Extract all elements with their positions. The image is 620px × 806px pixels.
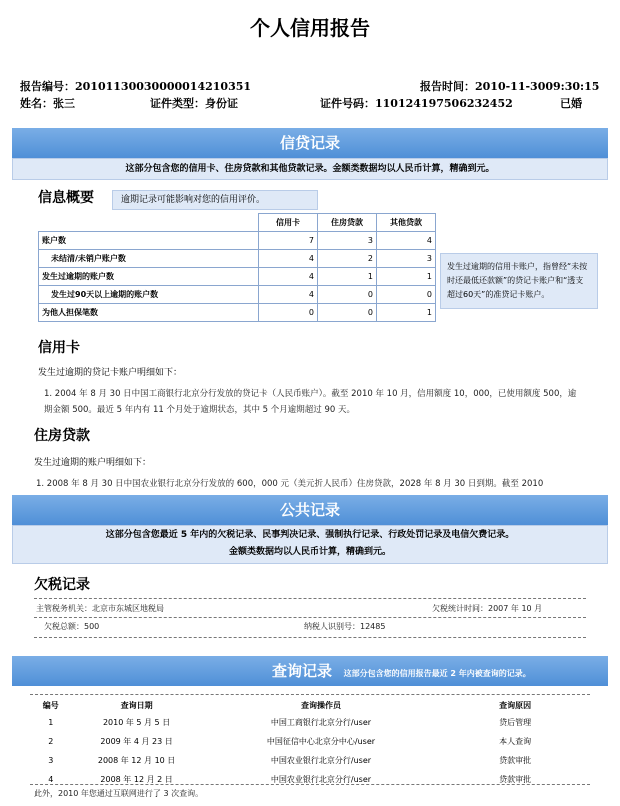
id-type: 证件类型：身份证 [150,97,238,110]
tax-total: 欠税总额：500 [44,622,100,631]
query-divider-top [30,694,590,695]
report-number: 报告编号：20101130030000014210351 [20,80,252,93]
query-row: 2 2009 年 4 月 23 日 中国征信中心北京分中心/user 本人查询 [48,737,532,746]
credit-card-title: 信用卡 [38,340,80,356]
tax-divider-mid [34,617,586,618]
report-title: 个人信用报告 [250,16,370,40]
tax-divider-bottom [34,637,586,638]
tax-divider-top [34,598,586,599]
query-row: 1 2010 年 5 月 5 日 中国工商银行北京分行/user 贷后管理 [48,718,532,727]
query-row: 4 2008 年 12 月 2 日 中国农业银行北京分行/user 贷款审批 [48,775,532,784]
summary-row: 发生过逾期的账户数 4 1 1 [39,268,436,286]
credit-records-description: 这部分包含您的信用卡、住房贷款和其他贷款记录。金额类数据均以人民币计算，精确到元。 [12,158,608,180]
report-time: 报告时间：2010-11-3009:30:15 [420,80,600,93]
query-divider-bottom [30,784,590,785]
person-name: 姓名：张三 [20,97,75,110]
summary-table [38,213,436,322]
summary-row: 发生过90天以上逾期的账户数 4 0 0 [39,286,436,304]
tax-authority: 主管税务机关：北京市东城区地税局 [36,604,164,613]
query-footnote: 此外，2010 年您通过互联网进行了 3 次查询。 [34,789,204,798]
public-records-description [12,525,608,564]
query-band-title: 查询记录 [271,662,332,680]
public-desc-line-2: 金额类数据均以人民币计算，精确到元。 [228,547,391,557]
taxpayer-id: 纳税人识别号：12485 [304,622,386,631]
housing-loan-title: 住房贷款 [34,428,90,444]
query-row: 3 2008 年 12 月 10 日 中国农业银行北京分行/user 贷款审批 [48,756,532,765]
tax-title: 欠税记录 [34,577,90,593]
summary-title: 信息概要 [38,190,94,206]
summary-header-row [39,214,436,232]
summary-note: 逾期记录可能影响对您的信用评价。 [112,190,318,210]
col-housing-loan: 住房贷款 [318,214,377,232]
id-number: 证件号码：110124197506232452 [320,97,513,110]
housing-loan-item: 1. 2008 年 8 月 30 日中国农业银行北京分行发放的 600，000 元（美元折人民币）住房贷款，2028 年 8 月 30 日到期。截至 2010 [36,479,544,489]
query-header-row: 编号 查询日期 查询操作员 查询原因 [42,700,532,710]
summary-row: 未结清/未销户账户数 4 2 3 [39,250,436,268]
query-band-description: 这部分包含您的信用报告最近 2 年内被查询的记录。 [343,669,531,678]
summary-row: 为他人担保笔数 0 0 1 [39,304,436,322]
credit-records-band: 信贷记录 [12,128,608,158]
col-credit-card: 信用卡 [259,214,318,232]
public-records-band: 公共记录 [12,495,608,525]
marital-status: 已婚 [560,97,582,110]
overdue-definition-note: 发生过逾期的信用卡账户，指曾经“未按时还最低还款额”的贷记卡账户和“透支超过60天”的准贷记卡账户。 [440,253,598,309]
public-desc-line-1: 这部分包含您最近 5 年内的欠税记录、民事判决记录、强制执行记录、行政处罚记录及电信欠费记录。 [105,530,515,540]
housing-loan-intro: 发生过逾期的账户明细如下： [34,458,152,468]
summary-row: 账户数 7 3 4 [39,232,436,250]
query-table [30,697,590,789]
col-other-loan: 其他贷款 [377,214,436,232]
tax-stat-time: 欠税统计时间：2007 年 10 月 [432,604,543,613]
credit-card-item: 1. 2004 年 8 月 30 日中国工商银行北京分行发放的贷记卡（人民币账户）。截至 2010 年 10 月，信用额度 10，000，已使用额度 500，逾期金额 500。最近 5 年内有 11 个月处于逾期状态，其中 5 个月逾期超过 90 天。 [44,389,577,415]
query-records-band [12,656,608,686]
credit-card-intro: 发生过逾期的贷记卡账户明细如下： [38,368,183,378]
